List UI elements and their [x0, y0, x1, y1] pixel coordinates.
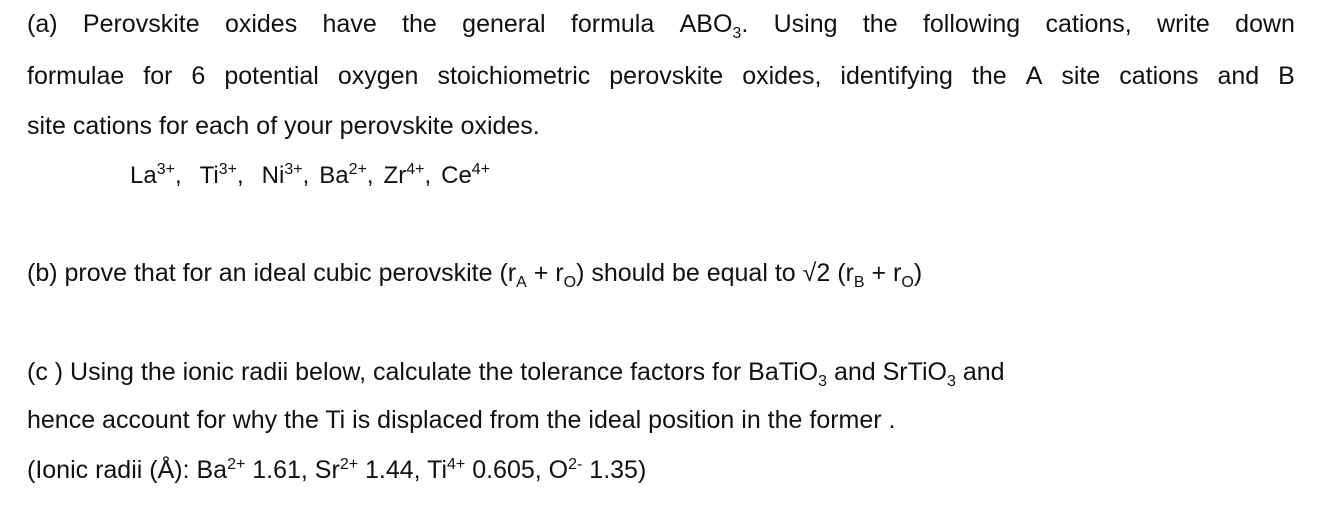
subscript-a: A [516, 274, 527, 291]
part-a-line-1 [27, 9, 1295, 42]
a1-word: the [862, 10, 898, 38]
separator: , [302, 162, 310, 189]
cation-symbol: La [130, 162, 157, 189]
a2-word: oxygen [337, 62, 419, 90]
part-c-text-mid: and SrTiO [827, 358, 947, 386]
cation-ce [441, 162, 490, 189]
cation-symbol: Ba [319, 162, 349, 189]
radius-symbol: r [845, 259, 854, 287]
a2-word: formulae [27, 62, 125, 90]
plus-sign: + [526, 259, 556, 287]
cation-charge: 4+ [406, 161, 425, 178]
part-a-line-2 [27, 61, 1295, 91]
ba-radius: 1.61, Sr [245, 456, 340, 484]
a1-word: cations, [1045, 10, 1132, 38]
part-c-line-2: hence account for why the Ti is displaced from the ideal position in the former . [27, 406, 896, 434]
cation-ti [200, 162, 237, 189]
o-radius: 1.35) [582, 456, 647, 484]
ti-radius: 0.605, O [465, 456, 569, 484]
a1-word: following [922, 10, 1021, 38]
a1-word: (a) [27, 10, 58, 38]
cation-ni [262, 162, 303, 189]
a1-word: oxides [224, 10, 298, 38]
radii-label: (Ionic radii (Å): Ba [27, 456, 228, 484]
ionic-radii-line [27, 455, 646, 485]
a2-word: site [1061, 62, 1101, 90]
a1-word: $ABO_3$. [679, 10, 749, 42]
a2-word: and [1217, 62, 1260, 90]
formula-base: ABO [679, 10, 733, 38]
part-b-text-mid: ) should be equal to √2 ( [576, 259, 846, 287]
a1-word: Using [773, 10, 838, 38]
a2-word: 6 [191, 62, 206, 90]
cation-symbol: Ni [261, 162, 285, 189]
a1-word: formula [570, 10, 655, 38]
subscript-b: B [853, 274, 865, 291]
a1-word: the [402, 10, 437, 38]
cation-charge: 3+ [218, 161, 237, 178]
separator: , [366, 162, 374, 189]
cation-ba [319, 162, 367, 189]
a2-word: oxides, [742, 62, 822, 90]
subscript-o: O [563, 274, 577, 291]
plus-sign: + [864, 259, 894, 287]
a2-word: the [971, 62, 1007, 90]
radius-symbol: r [507, 259, 517, 287]
a1-word: general [462, 10, 546, 38]
cation-symbol: Ti [199, 162, 219, 189]
part-b-text-start: (b) prove that for an ideal cubic perovskite ( [27, 259, 508, 287]
separator: , [424, 162, 432, 189]
sr-radius: 1.44, Ti [358, 456, 448, 484]
a2-word: stoichiometric [437, 62, 591, 90]
ba-charge: 2+ [227, 456, 246, 473]
radius-symbol: r [893, 259, 902, 287]
part-a-line-3: site cations for each of your perovskite oxides. [27, 112, 540, 140]
subscript-o: O [901, 274, 914, 291]
a2-word: cations [1119, 62, 1199, 90]
a1-word: Perovskite [82, 10, 200, 38]
a2-word: for [143, 62, 173, 90]
cation-charge: 3+ [156, 161, 175, 178]
subscript-3: 3 [946, 373, 956, 390]
radius-symbol: r [555, 259, 564, 287]
cation-zr [384, 162, 425, 189]
part-c-text-start: (c ) Using the ionic radii below, calculate the tolerance factors for BaTiO [27, 358, 819, 386]
separator: , [236, 162, 244, 189]
a2-word: A [1025, 62, 1043, 90]
a2-word: B [1278, 62, 1295, 90]
part-b-question [27, 258, 923, 291]
a2-word: perovskite [609, 62, 724, 90]
part-c-text-end: and [955, 358, 1005, 386]
cation-symbol: Ce [441, 162, 472, 189]
cation-list [130, 161, 490, 191]
cation-symbol: Zr [383, 162, 407, 189]
a1-word: down [1235, 10, 1295, 38]
a2-word: identifying [840, 62, 953, 90]
a1-word: write [1157, 10, 1210, 38]
cation-charge: 2+ [348, 161, 367, 178]
a1-word: have [322, 10, 377, 38]
separator: , [174, 162, 182, 189]
sr-charge: 2+ [339, 456, 359, 473]
a2-word: potential [224, 62, 319, 90]
part-b-text-end: ) [913, 259, 923, 287]
formula-subscript: 3 [732, 25, 742, 42]
ti-charge: 4+ [447, 456, 466, 473]
o-charge: 2- [568, 456, 583, 473]
part-c-line-1 [27, 357, 1005, 390]
cation-charge: 3+ [284, 161, 303, 178]
cation-la [130, 162, 175, 189]
subscript-3: 3 [818, 373, 828, 390]
cation-charge: 4+ [471, 161, 491, 178]
